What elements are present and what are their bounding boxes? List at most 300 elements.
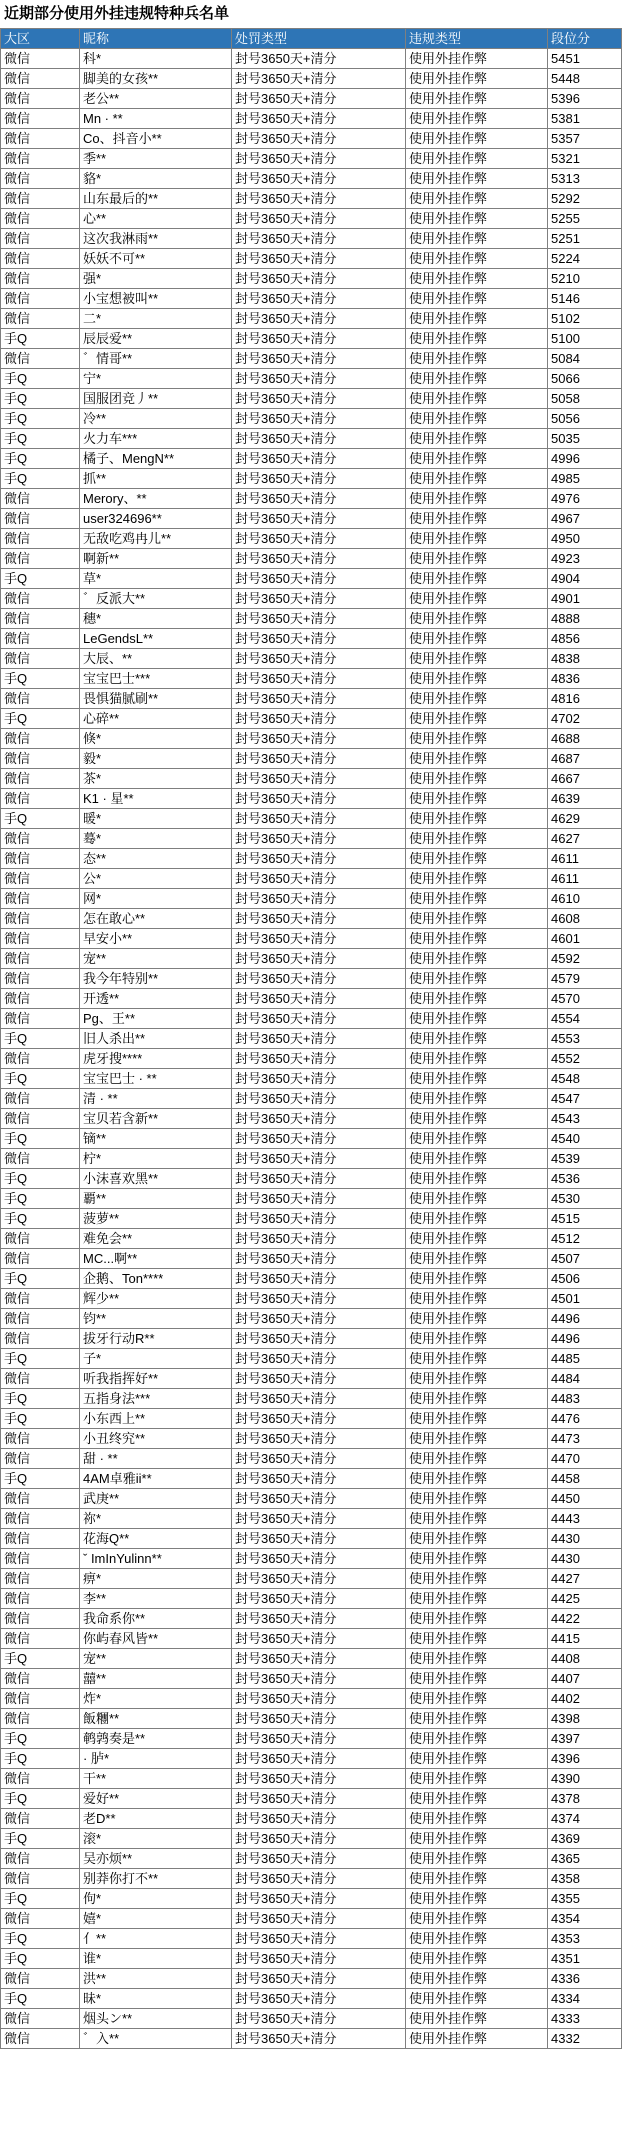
cell-region: 微信 [1, 49, 80, 69]
cell-region: 手Q [1, 1889, 80, 1909]
cell-penalty: 封号3650天+清分 [232, 1209, 406, 1229]
cell-region: 手Q [1, 569, 80, 589]
cell-violation: 使用外挂作弊 [406, 109, 548, 129]
header-region: 大区 [1, 29, 80, 49]
cell-nickname: 烟头ン** [80, 2009, 232, 2029]
cell-nickname: 囍** [80, 1669, 232, 1689]
cell-rank-score: 4816 [548, 689, 622, 709]
cell-nickname: 小丑终究** [80, 1429, 232, 1449]
cell-nickname: 强* [80, 269, 232, 289]
cell-penalty: 封号3650天+清分 [232, 789, 406, 809]
cell-region: 微信 [1, 989, 80, 1009]
cell-violation: 使用外挂作弊 [406, 1209, 548, 1229]
cell-nickname: 辉少** [80, 1289, 232, 1309]
cell-violation: 使用外挂作弊 [406, 1589, 548, 1609]
cell-region: 手Q [1, 1029, 80, 1049]
cell-violation: 使用外挂作弊 [406, 1909, 548, 1929]
table-row [1, 89, 622, 109]
cell-penalty: 封号3650天+清分 [232, 1429, 406, 1449]
cell-rank-score: 4408 [548, 1649, 622, 1669]
cell-region: 微信 [1, 1589, 80, 1609]
cell-nickname: 草* [80, 569, 232, 589]
table-row [1, 769, 622, 789]
cell-region: 微信 [1, 1509, 80, 1529]
cell-rank-score: 4610 [548, 889, 622, 909]
cell-violation: 使用外挂作弊 [406, 1289, 548, 1309]
cell-penalty: 封号3650天+清分 [232, 549, 406, 569]
cell-region: 微信 [1, 1609, 80, 1629]
cell-region: 微信 [1, 729, 80, 749]
cell-nickname: 大辰、** [80, 649, 232, 669]
cell-penalty: 封号3650天+清分 [232, 1349, 406, 1369]
cell-rank-score: 4950 [548, 529, 622, 549]
cell-nickname: 难免会** [80, 1229, 232, 1249]
table-row [1, 809, 622, 829]
cell-region: 微信 [1, 149, 80, 169]
cell-nickname: 洪** [80, 1969, 232, 1989]
cell-penalty: 封号3650天+清分 [232, 1869, 406, 1889]
cell-region: 手Q [1, 1989, 80, 2009]
cell-violation: 使用外挂作弊 [406, 329, 548, 349]
table-row [1, 549, 622, 569]
cell-nickname: 柠* [80, 1149, 232, 1169]
cell-violation: 使用外挂作弊 [406, 829, 548, 849]
table-row [1, 1529, 622, 1549]
cell-region: 微信 [1, 829, 80, 849]
cell-violation: 使用外挂作弊 [406, 309, 548, 329]
cell-violation: 使用外挂作弊 [406, 2009, 548, 2029]
table-row [1, 329, 622, 349]
cell-penalty: 封号3650天+清分 [232, 989, 406, 1009]
table-row [1, 49, 622, 69]
cell-region: 微信 [1, 689, 80, 709]
cell-rank-score: 5251 [548, 229, 622, 249]
cell-penalty: 封号3650天+清分 [232, 289, 406, 309]
cell-violation: 使用外挂作弊 [406, 1949, 548, 1969]
cell-violation: 使用外挂作弊 [406, 509, 548, 529]
table-row [1, 469, 622, 489]
cell-nickname: 干** [80, 1769, 232, 1789]
cell-nickname: 昧* [80, 1989, 232, 2009]
cell-rank-score: 5313 [548, 169, 622, 189]
cell-penalty: 封号3650天+清分 [232, 449, 406, 469]
cell-rank-score: 4601 [548, 929, 622, 949]
cell-violation: 使用外挂作弊 [406, 669, 548, 689]
table-row [1, 1909, 622, 1929]
cell-nickname: 无敌吃鸡冉儿** [80, 529, 232, 549]
cell-rank-score: 4430 [548, 1529, 622, 1549]
table-row [1, 249, 622, 269]
table-row [1, 1749, 622, 1769]
cell-penalty: 封号3650天+清分 [232, 1929, 406, 1949]
cell-penalty: 封号3650天+清分 [232, 1369, 406, 1389]
cell-penalty: 封号3650天+清分 [232, 749, 406, 769]
cell-rank-score: 4365 [548, 1849, 622, 1869]
cell-penalty: 封号3650天+清分 [232, 1889, 406, 1909]
cell-rank-score: 4548 [548, 1069, 622, 1089]
cell-nickname: 貉* [80, 169, 232, 189]
table-row [1, 969, 622, 989]
cell-nickname: 国服团竞丿** [80, 389, 232, 409]
table-row [1, 1729, 622, 1749]
cell-penalty: 封号3650天+清分 [232, 849, 406, 869]
cell-region: 手Q [1, 809, 80, 829]
table-row [1, 1669, 622, 1689]
cell-nickname: 抓** [80, 469, 232, 489]
cell-violation: 使用外挂作弊 [406, 1369, 548, 1389]
cell-penalty: 封号3650天+清分 [232, 909, 406, 929]
table-row [1, 169, 622, 189]
cell-violation: 使用外挂作弊 [406, 649, 548, 669]
cell-nickname: 我今年特别** [80, 969, 232, 989]
cell-nickname: 倏* [80, 729, 232, 749]
cell-nickname: 脚美的女孩** [80, 69, 232, 89]
cell-penalty: 封号3650天+清分 [232, 1009, 406, 1029]
cell-region: 微信 [1, 2029, 80, 2049]
cell-region: 微信 [1, 249, 80, 269]
cell-violation: 使用外挂作弊 [406, 209, 548, 229]
cell-nickname: 鹌鹑奏是** [80, 1729, 232, 1749]
table-row [1, 1829, 622, 1849]
cell-violation: 使用外挂作弊 [406, 1989, 548, 2009]
cell-nickname: 覇** [80, 1189, 232, 1209]
cell-nickname: ゛情哥** [80, 349, 232, 369]
cell-nickname: 妖妖不可** [80, 249, 232, 269]
cell-violation: 使用外挂作弊 [406, 1769, 548, 1789]
table-row [1, 1009, 622, 1029]
cell-nickname: 这次我淋雨** [80, 229, 232, 249]
cell-region: 手Q [1, 1189, 80, 1209]
cell-nickname: 听我指挥好** [80, 1369, 232, 1389]
table-row [1, 1509, 622, 1529]
cell-violation: 使用外挂作弊 [406, 969, 548, 989]
cell-region: 手Q [1, 1169, 80, 1189]
cell-region: 微信 [1, 529, 80, 549]
table-row [1, 489, 622, 509]
cell-penalty: 封号3650天+清分 [232, 389, 406, 409]
table-row [1, 789, 622, 809]
cell-penalty: 封号3650天+清分 [232, 1229, 406, 1249]
cell-region: 手Q [1, 1349, 80, 1369]
cell-rank-score: 4687 [548, 749, 622, 769]
cell-nickname: 茶* [80, 769, 232, 789]
table-row [1, 109, 622, 129]
cell-violation: 使用外挂作弊 [406, 1249, 548, 1269]
cell-region: 手Q [1, 1409, 80, 1429]
cell-penalty: 封号3650天+清分 [232, 509, 406, 529]
cell-rank-score: 5058 [548, 389, 622, 409]
table-row [1, 1649, 622, 1669]
cell-nickname: 菠萝** [80, 1209, 232, 1229]
cell-penalty: 封号3650天+清分 [232, 209, 406, 229]
table-row [1, 929, 622, 949]
table-row [1, 1969, 622, 1989]
cell-violation: 使用外挂作弊 [406, 1929, 548, 1949]
cell-nickname: 吴亦烦** [80, 1849, 232, 1869]
cell-region: 微信 [1, 2009, 80, 2029]
table-row [1, 1769, 622, 1789]
table-row [1, 1049, 622, 1069]
cell-violation: 使用外挂作弊 [406, 89, 548, 109]
cell-rank-score: 4484 [548, 1369, 622, 1389]
table-row [1, 1289, 622, 1309]
cell-penalty: 封号3650天+清分 [232, 969, 406, 989]
cell-penalty: 封号3650天+清分 [232, 49, 406, 69]
cell-penalty: 封号3650天+清分 [232, 109, 406, 129]
cell-violation: 使用外挂作弊 [406, 449, 548, 469]
cell-penalty: 封号3650天+清分 [232, 1649, 406, 1669]
cell-region: 微信 [1, 1629, 80, 1649]
cell-rank-score: 4543 [548, 1109, 622, 1129]
cell-penalty: 封号3650天+清分 [232, 1669, 406, 1689]
cell-rank-score: 4547 [548, 1089, 622, 1109]
cell-penalty: 封号3650天+清分 [232, 1309, 406, 1329]
cell-penalty: 封号3650天+清分 [232, 589, 406, 609]
table-row [1, 2009, 622, 2029]
table-row [1, 149, 622, 169]
cell-region: 微信 [1, 309, 80, 329]
cell-region: 手Q [1, 1069, 80, 1089]
cell-violation: 使用外挂作弊 [406, 1809, 548, 1829]
cell-penalty: 封号3650天+清分 [232, 1609, 406, 1629]
cell-violation: 使用外挂作弊 [406, 1109, 548, 1129]
cell-nickname: 穗* [80, 609, 232, 629]
header-violation: 违规类型 [406, 29, 548, 49]
table-row [1, 1389, 622, 1409]
cell-penalty: 封号3650天+清分 [232, 489, 406, 509]
cell-violation: 使用外挂作弊 [406, 609, 548, 629]
cell-nickname: 亻** [80, 1929, 232, 1949]
cell-region: 手Q [1, 669, 80, 689]
table-row [1, 209, 622, 229]
cell-rank-score: 4470 [548, 1449, 622, 1469]
cell-nickname: 武庚** [80, 1489, 232, 1509]
cell-rank-score: 4688 [548, 729, 622, 749]
cell-rank-score: 4967 [548, 509, 622, 529]
cell-nickname: LeGendsL** [80, 629, 232, 649]
cell-violation: 使用外挂作弊 [406, 389, 548, 409]
cell-region: 微信 [1, 949, 80, 969]
table-row [1, 1609, 622, 1629]
cell-nickname: 甜 · ** [80, 1449, 232, 1469]
cell-penalty: 封号3650天+清分 [232, 149, 406, 169]
cell-violation: 使用外挂作弊 [406, 1349, 548, 1369]
cell-violation: 使用外挂作弊 [406, 1569, 548, 1589]
cell-violation: 使用外挂作弊 [406, 129, 548, 149]
cell-nickname: 你屿春风皆** [80, 1629, 232, 1649]
cell-nickname: 子* [80, 1349, 232, 1369]
cell-region: 手Q [1, 449, 80, 469]
cell-penalty: 封号3650天+清分 [232, 1849, 406, 1869]
cell-rank-score: 4667 [548, 769, 622, 789]
cell-region: 微信 [1, 1369, 80, 1389]
cell-rank-score: 5396 [548, 89, 622, 109]
cell-violation: 使用外挂作弊 [406, 1469, 548, 1489]
cell-violation: 使用外挂作弊 [406, 1649, 548, 1669]
cell-rank-score: 5100 [548, 329, 622, 349]
table-row [1, 369, 622, 389]
table-row [1, 389, 622, 409]
cell-rank-score: 4332 [548, 2029, 622, 2049]
cell-rank-score: 4536 [548, 1169, 622, 1189]
cell-region: 微信 [1, 1709, 80, 1729]
cell-penalty: 封号3650天+清分 [232, 469, 406, 489]
table-row [1, 829, 622, 849]
cell-region: 手Q [1, 329, 80, 349]
cell-nickname: 二* [80, 309, 232, 329]
table-row [1, 1569, 622, 1589]
cell-penalty: 封号3650天+清分 [232, 529, 406, 549]
cell-nickname: 暖* [80, 809, 232, 829]
cell-penalty: 封号3650天+清分 [232, 69, 406, 89]
cell-rank-score: 4369 [548, 1829, 622, 1849]
cell-violation: 使用外挂作弊 [406, 949, 548, 969]
cell-region: 微信 [1, 1049, 80, 1069]
table-row [1, 429, 622, 449]
cell-nickname: 花海Q** [80, 1529, 232, 1549]
cell-region: 手Q [1, 1209, 80, 1229]
cell-region: 微信 [1, 69, 80, 89]
cell-penalty: 封号3650天+清分 [232, 769, 406, 789]
cell-penalty: 封号3650天+清分 [232, 429, 406, 449]
cell-rank-score: 4888 [548, 609, 622, 629]
cell-region: 微信 [1, 1769, 80, 1789]
cell-nickname: 畏惧猫腻刷** [80, 689, 232, 709]
cell-rank-score: 4515 [548, 1209, 622, 1229]
cell-penalty: 封号3650天+清分 [232, 869, 406, 889]
table-row [1, 1229, 622, 1249]
table-row [1, 349, 622, 369]
cell-region: 手Q [1, 1389, 80, 1409]
cell-nickname: 宠** [80, 1649, 232, 1669]
cell-violation: 使用外挂作弊 [406, 229, 548, 249]
cell-rank-score: 4976 [548, 489, 622, 509]
cell-nickname: 虎牙搜**** [80, 1049, 232, 1069]
cell-nickname: 镝** [80, 1129, 232, 1149]
cell-rank-score: 4985 [548, 469, 622, 489]
cell-penalty: 封号3650天+清分 [232, 1169, 406, 1189]
cell-violation: 使用外挂作弊 [406, 1329, 548, 1349]
cell-region: 手Q [1, 1649, 80, 1669]
cell-nickname: 宝贝若含新** [80, 1109, 232, 1129]
cell-region: 微信 [1, 1529, 80, 1549]
cell-violation: 使用外挂作弊 [406, 1709, 548, 1729]
cell-rank-score: 4476 [548, 1409, 622, 1429]
cell-rank-score: 4627 [548, 829, 622, 849]
cell-nickname: 祢* [80, 1509, 232, 1529]
cell-rank-score: 4611 [548, 869, 622, 889]
cell-penalty: 封号3650天+清分 [232, 669, 406, 689]
cell-nickname: Mn · ** [80, 109, 232, 129]
header-row [1, 29, 622, 49]
cell-rank-score: 5224 [548, 249, 622, 269]
table-row [1, 629, 622, 649]
cell-penalty: 封号3650天+清分 [232, 1809, 406, 1829]
cell-region: 微信 [1, 1869, 80, 1889]
cell-rank-score: 4996 [548, 449, 622, 469]
cell-nickname: 公* [80, 869, 232, 889]
cell-penalty: 封号3650天+清分 [232, 1829, 406, 1849]
cell-violation: 使用外挂作弊 [406, 1869, 548, 1889]
table-row [1, 1309, 622, 1329]
cell-region: 微信 [1, 289, 80, 309]
cell-violation: 使用外挂作弊 [406, 189, 548, 209]
table-row [1, 1129, 622, 1149]
cell-penalty: 封号3650天+清分 [232, 1189, 406, 1209]
cell-rank-score: 5451 [548, 49, 622, 69]
table-row [1, 69, 622, 89]
cell-penalty: 封号3650天+清分 [232, 1509, 406, 1529]
cell-nickname: 心** [80, 209, 232, 229]
cell-region: 微信 [1, 1449, 80, 1469]
cell-rank-score: 4450 [548, 1489, 622, 1509]
cell-rank-score: 4358 [548, 1869, 622, 1889]
cell-violation: 使用外挂作弊 [406, 1409, 548, 1429]
cell-region: 微信 [1, 1249, 80, 1269]
cell-penalty: 封号3650天+清分 [232, 2009, 406, 2029]
cell-region: 手Q [1, 1469, 80, 1489]
cell-rank-score: 4430 [548, 1549, 622, 1569]
cell-region: 微信 [1, 509, 80, 529]
cell-region: 微信 [1, 1289, 80, 1309]
cell-region: 微信 [1, 89, 80, 109]
cell-nickname: 清 · ** [80, 1089, 232, 1109]
table-row [1, 1349, 622, 1369]
cell-nickname: 心碎** [80, 709, 232, 729]
table-row [1, 589, 622, 609]
cell-nickname: 4AM卓雅ii** [80, 1469, 232, 1489]
cell-region: 微信 [1, 1489, 80, 1509]
cell-violation: 使用外挂作弊 [406, 429, 548, 449]
cell-penalty: 封号3650天+清分 [232, 1949, 406, 1969]
header-rank-score: 段位分 [548, 29, 622, 49]
cell-nickname: 态** [80, 849, 232, 869]
table-row [1, 529, 622, 549]
table-row [1, 1029, 622, 1049]
cell-penalty: 封号3650天+清分 [232, 309, 406, 329]
cell-penalty: 封号3650天+清分 [232, 329, 406, 349]
table-row [1, 1089, 622, 1109]
table-row [1, 1329, 622, 1349]
cell-region: 微信 [1, 769, 80, 789]
cell-rank-score: 5292 [548, 189, 622, 209]
cell-violation: 使用外挂作弊 [406, 489, 548, 509]
cell-region: 微信 [1, 1909, 80, 1929]
cell-violation: 使用外挂作弊 [406, 49, 548, 69]
cell-rank-score: 5381 [548, 109, 622, 129]
cell-penalty: 封号3650天+清分 [232, 1069, 406, 1089]
cell-rank-score: 4333 [548, 2009, 622, 2029]
cell-region: 手Q [1, 1749, 80, 1769]
cell-rank-score: 4836 [548, 669, 622, 689]
cell-rank-score: 4530 [548, 1189, 622, 1209]
cell-penalty: 封号3650天+清分 [232, 729, 406, 749]
cell-penalty: 封号3650天+清分 [232, 1049, 406, 1069]
table-row [1, 909, 622, 929]
cell-region: 微信 [1, 1549, 80, 1569]
cell-region: 手Q [1, 429, 80, 449]
cell-nickname: 宝宝巴士*** [80, 669, 232, 689]
cell-rank-score: 5146 [548, 289, 622, 309]
cell-penalty: 封号3650天+清分 [232, 1469, 406, 1489]
table-row [1, 509, 622, 529]
table-row [1, 1809, 622, 1829]
cell-rank-score: 4579 [548, 969, 622, 989]
cell-violation: 使用外挂作弊 [406, 1509, 548, 1529]
cell-penalty: 封号3650天+清分 [232, 1629, 406, 1649]
table-row [1, 229, 622, 249]
cell-nickname: 宠** [80, 949, 232, 969]
